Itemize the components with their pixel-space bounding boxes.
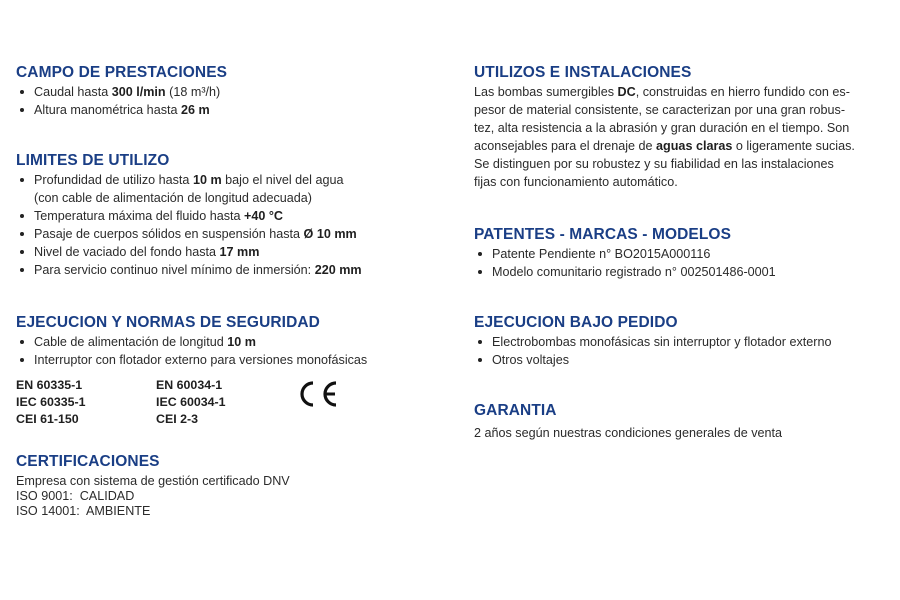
- list-item: Pasaje de cuerpos sólidos en suspensión hasta Ø 10 mm: [16, 225, 446, 243]
- certification-lines: [16, 474, 446, 519]
- section-title: UTILIZOS E INSTALACIONES: [474, 64, 692, 81]
- norm-label: EN 60335-1: [16, 378, 83, 392]
- cert-line: ISO 14001: AMBIENTE: [16, 504, 151, 518]
- section-title: PATENTES - MARCAS - MODELOS: [474, 226, 732, 243]
- norms-column-2: [156, 377, 226, 428]
- list-item: Altura manométrica hasta 26 m: [16, 101, 446, 119]
- cert-line: Empresa con sistema de gestión certificado DNV: [16, 474, 290, 488]
- list-item-continuation: (con cable de alimentación de longitud adecuada): [34, 191, 312, 205]
- ce-mark-icon: [296, 379, 340, 409]
- list-item: Modelo comunitario registrado n° 002501486-0001: [474, 263, 894, 281]
- norms-block: [16, 377, 446, 431]
- bullet-list: [16, 333, 446, 369]
- section-ejecucion-bajo-pedido: [474, 314, 894, 369]
- list-item: Profundidad de utilizo hasta 10 m bajo el nivel del agua: [16, 171, 446, 189]
- section-utilizos-instalaciones: [474, 64, 894, 191]
- section-title: EJECUCION BAJO PEDIDO: [474, 314, 678, 331]
- norm-label: EN 60034-1: [156, 378, 223, 392]
- list-item: Otros voltajes: [474, 351, 894, 369]
- norms-column-1: [16, 377, 86, 428]
- list-item: Caudal hasta 300 l/min (18 m³/h): [16, 83, 446, 101]
- norm-label: IEC 60034-1: [156, 395, 226, 409]
- section-garantia: [474, 402, 894, 442]
- warranty-text: 2 años según nuestras condiciones generales de venta: [474, 426, 783, 440]
- bullet-list: [16, 171, 446, 279]
- list-item: Interruptor con flotador externo para versiones monofásicas: [16, 351, 446, 369]
- cert-line: ISO 9001: CALIDAD: [16, 489, 135, 503]
- bullet-list: [474, 333, 894, 369]
- list-item: Patente Pendiente n° BO2015A000116: [474, 245, 894, 263]
- bullet-list: [474, 245, 894, 281]
- bullet-list: [16, 83, 446, 119]
- section-title: GARANTIA: [474, 402, 557, 419]
- section-ejecucion-normas: [16, 314, 446, 431]
- section-title: EJECUCION Y NORMAS DE SEGURIDAD: [16, 314, 320, 331]
- list-item: Para servicio continuo nivel mínimo de inmersión: 220 mm: [16, 261, 446, 279]
- list-item: Temperatura máxima del fluido hasta +40 °C: [16, 207, 446, 225]
- section-title: CERTIFICACIONES: [16, 453, 160, 470]
- list-item: Electrobombas monofásicas sin interruptor y flotador externo: [474, 333, 894, 351]
- list-item: Cable de alimentación de longitud 10 m: [16, 333, 446, 351]
- section-certificaciones: [16, 453, 446, 519]
- list-item: Nivel de vaciado del fondo hasta 17 mm: [16, 243, 446, 261]
- norm-label: CEI 61-150: [16, 412, 79, 426]
- section-limites-utilizo: [16, 152, 446, 279]
- description-paragraph: Las bombas sumergibles DC, construidas en hierro fundido con es- pesor de material consistente, se caracterizan por una gran robus- tez, alta resistencia a la abrasión y gran duración en el tiempo. Son aconsejables para el drenaje de aguas claras o ligeramente sucias. Se distinguen por su robustez y su fiabilidad en las instalaciones fijas con funcionamiento automático.: [474, 85, 855, 189]
- section-campo-prestaciones: [16, 64, 446, 119]
- section-patentes: [474, 226, 894, 281]
- norm-label: CEI 2-3: [156, 412, 199, 426]
- section-title: CAMPO DE PRESTACIONES: [16, 64, 228, 81]
- section-title: LIMITES DE UTILIZO: [16, 152, 170, 169]
- norm-label: IEC 60335-1: [16, 395, 86, 409]
